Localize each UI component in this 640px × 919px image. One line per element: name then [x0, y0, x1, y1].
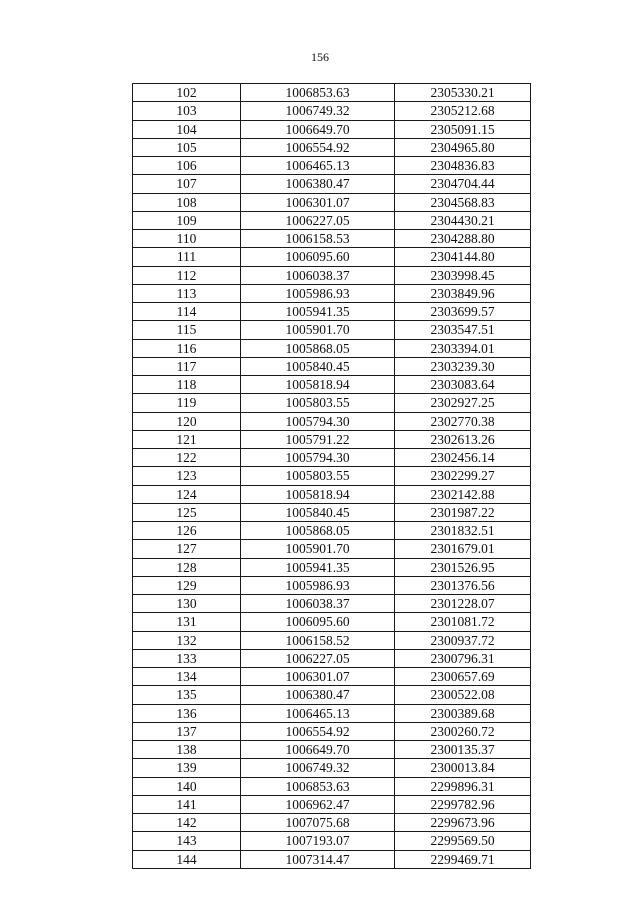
table-row: [133, 668, 531, 686]
table-row: [133, 722, 531, 740]
point-number-cell: 124: [133, 485, 241, 503]
x-coordinate-cell: 1006227.05: [241, 211, 395, 229]
y-coordinate-cell: 2302613.26: [395, 430, 531, 448]
x-coordinate-cell: 1005901.70: [241, 540, 395, 558]
point-number-cell: 143: [133, 832, 241, 850]
table-row: [133, 631, 531, 649]
table-row: [133, 485, 531, 503]
point-number-cell: 131: [133, 613, 241, 631]
y-coordinate-cell: 2305091.15: [395, 120, 531, 138]
point-number-cell: 128: [133, 558, 241, 576]
y-coordinate-cell: 2300135.37: [395, 741, 531, 759]
point-number-cell: 137: [133, 722, 241, 740]
coordinates-table: [132, 83, 531, 869]
table-row: [133, 284, 531, 302]
x-coordinate-cell: 1006227.05: [241, 649, 395, 667]
x-coordinate-cell: 1006554.92: [241, 722, 395, 740]
point-number-cell: 129: [133, 576, 241, 594]
y-coordinate-cell: 2300657.69: [395, 668, 531, 686]
x-coordinate-cell: 1006749.32: [241, 102, 395, 120]
x-coordinate-cell: 1006853.63: [241, 84, 395, 102]
point-number-cell: 105: [133, 138, 241, 156]
x-coordinate-cell: 1006853.63: [241, 777, 395, 795]
x-coordinate-cell: 1005986.93: [241, 284, 395, 302]
table-row: [133, 558, 531, 576]
x-coordinate-cell: 1005818.94: [241, 376, 395, 394]
table-row: [133, 303, 531, 321]
y-coordinate-cell: 2301376.56: [395, 576, 531, 594]
table-row: [133, 248, 531, 266]
point-number-cell: 136: [133, 704, 241, 722]
coordinates-table-body: [133, 84, 531, 869]
x-coordinate-cell: 1005840.45: [241, 357, 395, 375]
point-number-cell: 138: [133, 741, 241, 759]
y-coordinate-cell: 2301679.01: [395, 540, 531, 558]
x-coordinate-cell: 1006038.37: [241, 266, 395, 284]
point-number-cell: 117: [133, 357, 241, 375]
point-number-cell: 126: [133, 522, 241, 540]
table-row: [133, 850, 531, 868]
page-number: 156: [311, 50, 329, 64]
x-coordinate-cell: 1006158.53: [241, 230, 395, 248]
x-coordinate-cell: 1006380.47: [241, 686, 395, 704]
y-coordinate-cell: 2299782.96: [395, 795, 531, 813]
table-row: [133, 376, 531, 394]
point-number-cell: 123: [133, 467, 241, 485]
y-coordinate-cell: 2301081.72: [395, 613, 531, 631]
table-row: [133, 777, 531, 795]
table-row: [133, 84, 531, 102]
table-row: [133, 613, 531, 631]
y-coordinate-cell: 2303849.96: [395, 284, 531, 302]
y-coordinate-cell: 2302927.25: [395, 394, 531, 412]
table-row: [133, 321, 531, 339]
point-number-cell: 112: [133, 266, 241, 284]
y-coordinate-cell: 2301228.07: [395, 595, 531, 613]
point-number-cell: 130: [133, 595, 241, 613]
point-number-cell: 141: [133, 795, 241, 813]
table-row: [133, 522, 531, 540]
point-number-cell: 133: [133, 649, 241, 667]
x-coordinate-cell: 1006301.07: [241, 193, 395, 211]
x-coordinate-cell: 1007075.68: [241, 814, 395, 832]
y-coordinate-cell: 2304144.80: [395, 248, 531, 266]
point-number-cell: 120: [133, 412, 241, 430]
table-row: [133, 686, 531, 704]
x-coordinate-cell: 1005901.70: [241, 321, 395, 339]
table-row: [133, 412, 531, 430]
x-coordinate-cell: 1005868.05: [241, 522, 395, 540]
y-coordinate-cell: 2302142.88: [395, 485, 531, 503]
table-row: [133, 814, 531, 832]
point-number-cell: 116: [133, 339, 241, 357]
y-coordinate-cell: 2300937.72: [395, 631, 531, 649]
table-row: [133, 230, 531, 248]
table-row: [133, 832, 531, 850]
y-coordinate-cell: 2300389.68: [395, 704, 531, 722]
x-coordinate-cell: 1007314.47: [241, 850, 395, 868]
table-row: [133, 649, 531, 667]
table-row: [133, 394, 531, 412]
point-number-cell: 139: [133, 759, 241, 777]
table-row: [133, 467, 531, 485]
table-row: [133, 266, 531, 284]
point-number-cell: 110: [133, 230, 241, 248]
point-number-cell: 132: [133, 631, 241, 649]
table-row: [133, 138, 531, 156]
table-row: [133, 741, 531, 759]
x-coordinate-cell: 1005941.35: [241, 303, 395, 321]
y-coordinate-cell: 2303699.57: [395, 303, 531, 321]
x-coordinate-cell: 1006038.37: [241, 595, 395, 613]
point-number-cell: 144: [133, 850, 241, 868]
y-coordinate-cell: 2302299.27: [395, 467, 531, 485]
y-coordinate-cell: 2299469.71: [395, 850, 531, 868]
y-coordinate-cell: 2304288.80: [395, 230, 531, 248]
point-number-cell: 114: [133, 303, 241, 321]
y-coordinate-cell: 2303547.51: [395, 321, 531, 339]
y-coordinate-cell: 2300013.84: [395, 759, 531, 777]
y-coordinate-cell: 2304836.83: [395, 157, 531, 175]
point-number-cell: 102: [133, 84, 241, 102]
table-row: [133, 795, 531, 813]
y-coordinate-cell: 2302456.14: [395, 449, 531, 467]
y-coordinate-cell: 2305330.21: [395, 84, 531, 102]
x-coordinate-cell: 1005791.22: [241, 430, 395, 448]
table-row: [133, 175, 531, 193]
x-coordinate-cell: 1005986.93: [241, 576, 395, 594]
x-coordinate-cell: 1006649.70: [241, 741, 395, 759]
point-number-cell: 125: [133, 503, 241, 521]
x-coordinate-cell: 1006554.92: [241, 138, 395, 156]
point-number-cell: 140: [133, 777, 241, 795]
point-number-cell: 122: [133, 449, 241, 467]
x-coordinate-cell: 1005868.05: [241, 339, 395, 357]
table-row: [133, 595, 531, 613]
x-coordinate-cell: 1006095.60: [241, 613, 395, 631]
point-number-cell: 107: [133, 175, 241, 193]
table-row: [133, 193, 531, 211]
table-row: [133, 102, 531, 120]
point-number-cell: 142: [133, 814, 241, 832]
y-coordinate-cell: 2300260.72: [395, 722, 531, 740]
x-coordinate-cell: 1006962.47: [241, 795, 395, 813]
table-row: [133, 704, 531, 722]
x-coordinate-cell: 1006158.52: [241, 631, 395, 649]
y-coordinate-cell: 2304430.21: [395, 211, 531, 229]
point-number-cell: 103: [133, 102, 241, 120]
y-coordinate-cell: 2300796.31: [395, 649, 531, 667]
y-coordinate-cell: 2300522.08: [395, 686, 531, 704]
x-coordinate-cell: 1005803.55: [241, 467, 395, 485]
point-number-cell: 108: [133, 193, 241, 211]
x-coordinate-cell: 1006301.07: [241, 668, 395, 686]
point-number-cell: 119: [133, 394, 241, 412]
x-coordinate-cell: 1006749.32: [241, 759, 395, 777]
table-row: [133, 339, 531, 357]
table-row: [133, 430, 531, 448]
y-coordinate-cell: 2303394.01: [395, 339, 531, 357]
x-coordinate-cell: 1007193.07: [241, 832, 395, 850]
table-row: [133, 759, 531, 777]
x-coordinate-cell: 1005840.45: [241, 503, 395, 521]
x-coordinate-cell: 1006380.47: [241, 175, 395, 193]
y-coordinate-cell: 2299896.31: [395, 777, 531, 795]
point-number-cell: 113: [133, 284, 241, 302]
table-row: [133, 211, 531, 229]
point-number-cell: 135: [133, 686, 241, 704]
x-coordinate-cell: 1006465.13: [241, 157, 395, 175]
y-coordinate-cell: 2303998.45: [395, 266, 531, 284]
y-coordinate-cell: 2303239.30: [395, 357, 531, 375]
point-number-cell: 134: [133, 668, 241, 686]
x-coordinate-cell: 1005794.30: [241, 449, 395, 467]
point-number-cell: 104: [133, 120, 241, 138]
x-coordinate-cell: 1005941.35: [241, 558, 395, 576]
point-number-cell: 111: [133, 248, 241, 266]
table-row: [133, 540, 531, 558]
y-coordinate-cell: 2299569.50: [395, 832, 531, 850]
point-number-cell: 106: [133, 157, 241, 175]
table-row: [133, 120, 531, 138]
y-coordinate-cell: 2304965.80: [395, 138, 531, 156]
point-number-cell: 118: [133, 376, 241, 394]
y-coordinate-cell: 2304568.83: [395, 193, 531, 211]
point-number-cell: 127: [133, 540, 241, 558]
point-number-cell: 121: [133, 430, 241, 448]
point-number-cell: 109: [133, 211, 241, 229]
y-coordinate-cell: 2303083.64: [395, 376, 531, 394]
table-row: [133, 576, 531, 594]
table-row: [133, 503, 531, 521]
x-coordinate-cell: 1005794.30: [241, 412, 395, 430]
y-coordinate-cell: 2305212.68: [395, 102, 531, 120]
y-coordinate-cell: 2301832.51: [395, 522, 531, 540]
x-coordinate-cell: 1005803.55: [241, 394, 395, 412]
table-row: [133, 157, 531, 175]
x-coordinate-cell: 1006095.60: [241, 248, 395, 266]
table-row: [133, 449, 531, 467]
y-coordinate-cell: 2302770.38: [395, 412, 531, 430]
x-coordinate-cell: 1006649.70: [241, 120, 395, 138]
x-coordinate-cell: 1005818.94: [241, 485, 395, 503]
table-row: [133, 357, 531, 375]
y-coordinate-cell: 2301526.95: [395, 558, 531, 576]
point-number-cell: 115: [133, 321, 241, 339]
y-coordinate-cell: 2299673.96: [395, 814, 531, 832]
x-coordinate-cell: 1006465.13: [241, 704, 395, 722]
y-coordinate-cell: 2301987.22: [395, 503, 531, 521]
y-coordinate-cell: 2304704.44: [395, 175, 531, 193]
